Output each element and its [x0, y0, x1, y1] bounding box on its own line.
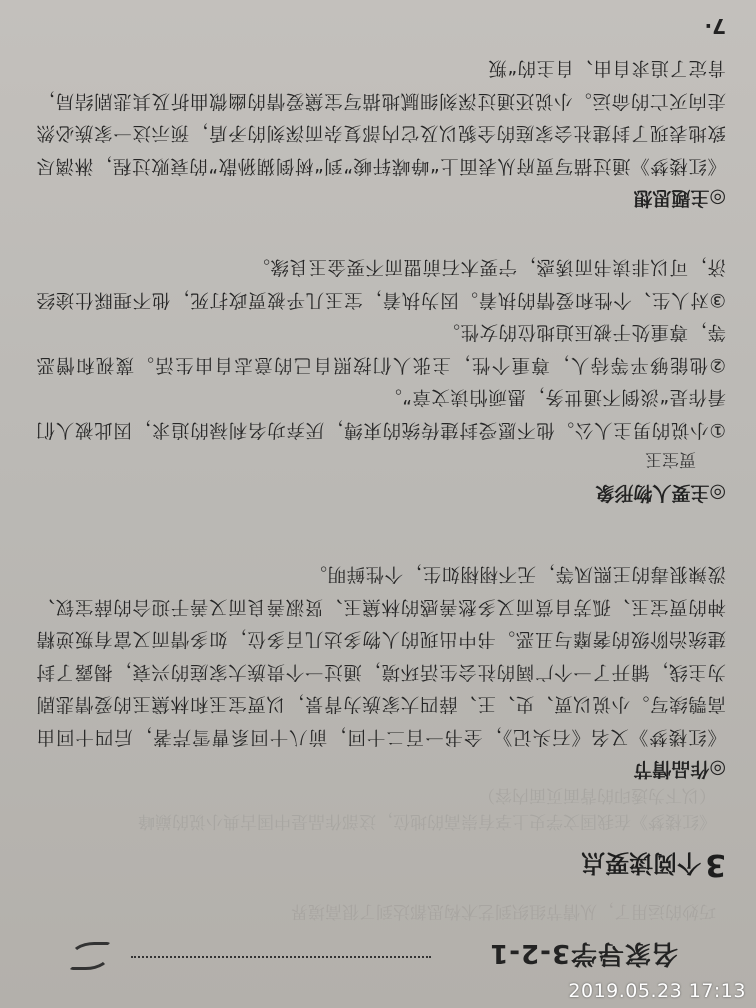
section-heading-number: 3 [705, 847, 726, 882]
character-point-2: ②他能够平等待人，尊重个性，主张人们按照自己的意志自由生活。蔑视和憎恶等，尊重处于被压迫地位的女性。 [36, 321, 726, 375]
heading-plot: ◎作品情节 [633, 758, 726, 780]
section-heading-title: 个阅读要点 [581, 849, 702, 877]
header-rule [131, 953, 431, 958]
bleed-through-text: 《红楼梦》在我国文学史上享有崇高的地位，这部作品是中国古典小说的巅峰 [138, 811, 716, 831]
section-heading [581, 847, 726, 883]
leaf-ornament-icon [69, 942, 111, 970]
character-point-1: ①小说的男主人公。他不愿受封建传统的束缚，厌弃功名利禄的追求，因此被人们看作是“淡倒不通世务，愚顽怕读文章”。 [36, 386, 726, 440]
photo-timestamp: 2019.05.23 17:13 [568, 980, 746, 1002]
bleed-through-text: 巧妙的运用了，从情节组织到艺术构思都达到了很高境界 [291, 901, 716, 921]
bleed-through-text: （以下为透印的背面页面内容） [478, 785, 716, 805]
plot-paragraph: 《红楼梦》又名《石头记》，全书一百二十回，前八十回系曹雪芹著，后四十回由高鹗续写。小说以贾、史、王、薛四大家族为背景，以贾宝玉和林黛玉的爱情悲剧为主线，铺开了一个广阔的社会生活环境，通过一个贵族大家庭的兴衰，揭露了封建统治阶级的奢靡与丑恶。书中出现的人物多达几百多位，如多情而又富有叛逆精神的贾宝玉、孤芳自赏而又多愁善感的林黛玉、贤淑善良而又善于迎合的薛宝钗、泼辣狠毒的王熙凤等，无不栩栩如生，个性鲜明。 [36, 563, 726, 747]
theme-paragraph: 《红楼梦》通过描写贾府从表面上“峥嵘轩峻”到“树倒猢狲散”的衰败过程，淋漓尽致地表现了封建社会家庭的全貌以及它内部复杂而深刻的矛盾，预示这一家族必然走向灭亡的命运。小说还通过深刻细腻地描写宝黛爱情的幽微曲折及其悲剧结局，肯定了追求自由、自主的“叛 [36, 57, 726, 176]
character-name: 贾宝玉 [645, 449, 696, 469]
heading-characters: ◎主要人物形象 [595, 482, 726, 504]
page-number: 7· [704, 14, 726, 38]
character-point-3: ③对人生、个性和爱情的执着。因为执着，宝玉几乎被贾政打死，他不理睬仕途经济，可以非读书而诱惑，宁要木石前盟而不要金玉良缘。 [36, 256, 726, 310]
heading-theme: ◎主题思想 [633, 187, 726, 209]
page-header [40, 932, 716, 980]
book-name: 名家导学3-2-1 [489, 938, 678, 968]
